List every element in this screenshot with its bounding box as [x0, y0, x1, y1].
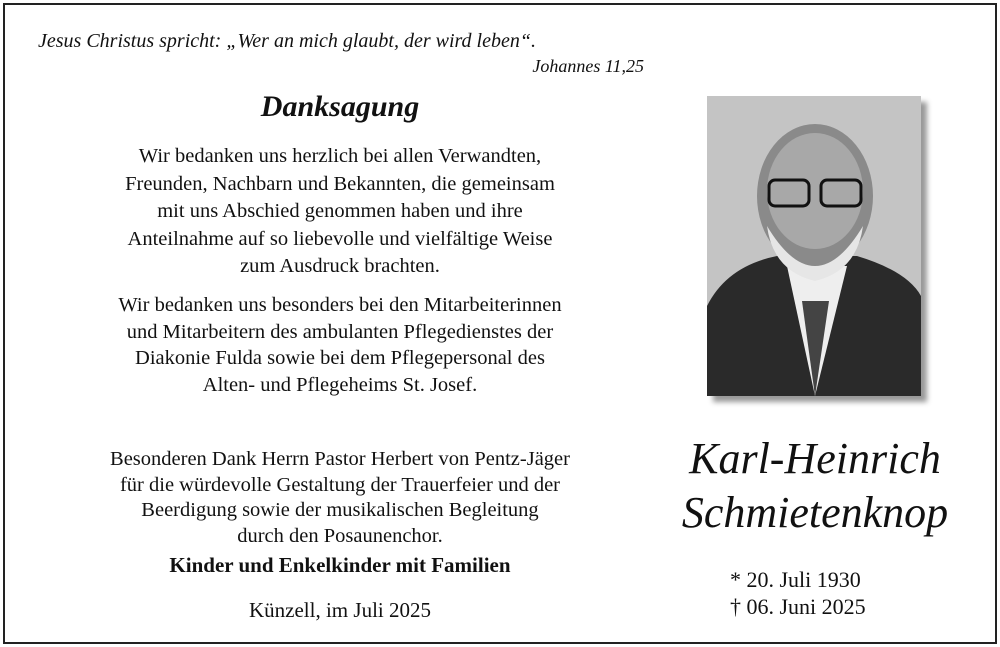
heading: Danksagung: [260, 90, 420, 123]
quote-reference: Johannes 11,25: [532, 56, 644, 76]
text-line: durch den Posaunenchor.: [237, 524, 443, 547]
text-line: Alten- und Pflegeheims St. Josef.: [202, 373, 478, 396]
text-line: Wir bedanken uns besonders bei den Mitarbeiterinnen: [118, 294, 562, 316]
text-line: Besonderen Dank Herrn Pastor Herbert von Pentz-Jäger: [110, 448, 570, 470]
text-line: Wir bedanken uns herzlich bei allen Verwandten,: [138, 145, 542, 167]
paragraph-2: [30, 292, 650, 398]
portrait-photo: [707, 96, 921, 396]
life-dates: [700, 566, 990, 620]
text-line: für die würdevolle Gestaltung der Trauerfeier und der: [119, 473, 561, 496]
text-line: Beerdigung sowie der musikalischen Begleitung: [141, 499, 539, 521]
bible-quote: Jesus Christus spricht: „Wer an mich glaubt, der wird leben“.: [38, 30, 536, 52]
deceased-name: [640, 432, 990, 540]
text-line: mit uns Abschied genommen haben und ihre: [157, 200, 523, 222]
death-date: † 06. Juni 2025: [730, 594, 866, 619]
paragraph-3: [30, 447, 650, 549]
birth-date: * 20. Juli 1930: [730, 567, 861, 592]
text-line: Diakonie Fulda sowie bei dem Pflegepersonal des: [135, 347, 545, 369]
text-line: und Mitarbeitern des ambulanten Pflegedienstes der: [126, 320, 554, 343]
text-line: zum Ausdruck brachten.: [240, 255, 440, 277]
last-name: Schmietenknop: [681, 488, 949, 537]
paragraph-1: [30, 143, 650, 281]
text-line: Freunden, Nachbarn und Bekannten, die gemeinsam: [125, 172, 555, 195]
first-name: Karl-Heinrich: [689, 434, 941, 483]
text-line: Anteilnahme auf so liebevolle und vielfältige Weise: [127, 227, 553, 250]
signature: Kinder und Enkelkinder mit Familien: [169, 553, 511, 577]
place-date: Künzell, im Juli 2025: [249, 598, 431, 622]
